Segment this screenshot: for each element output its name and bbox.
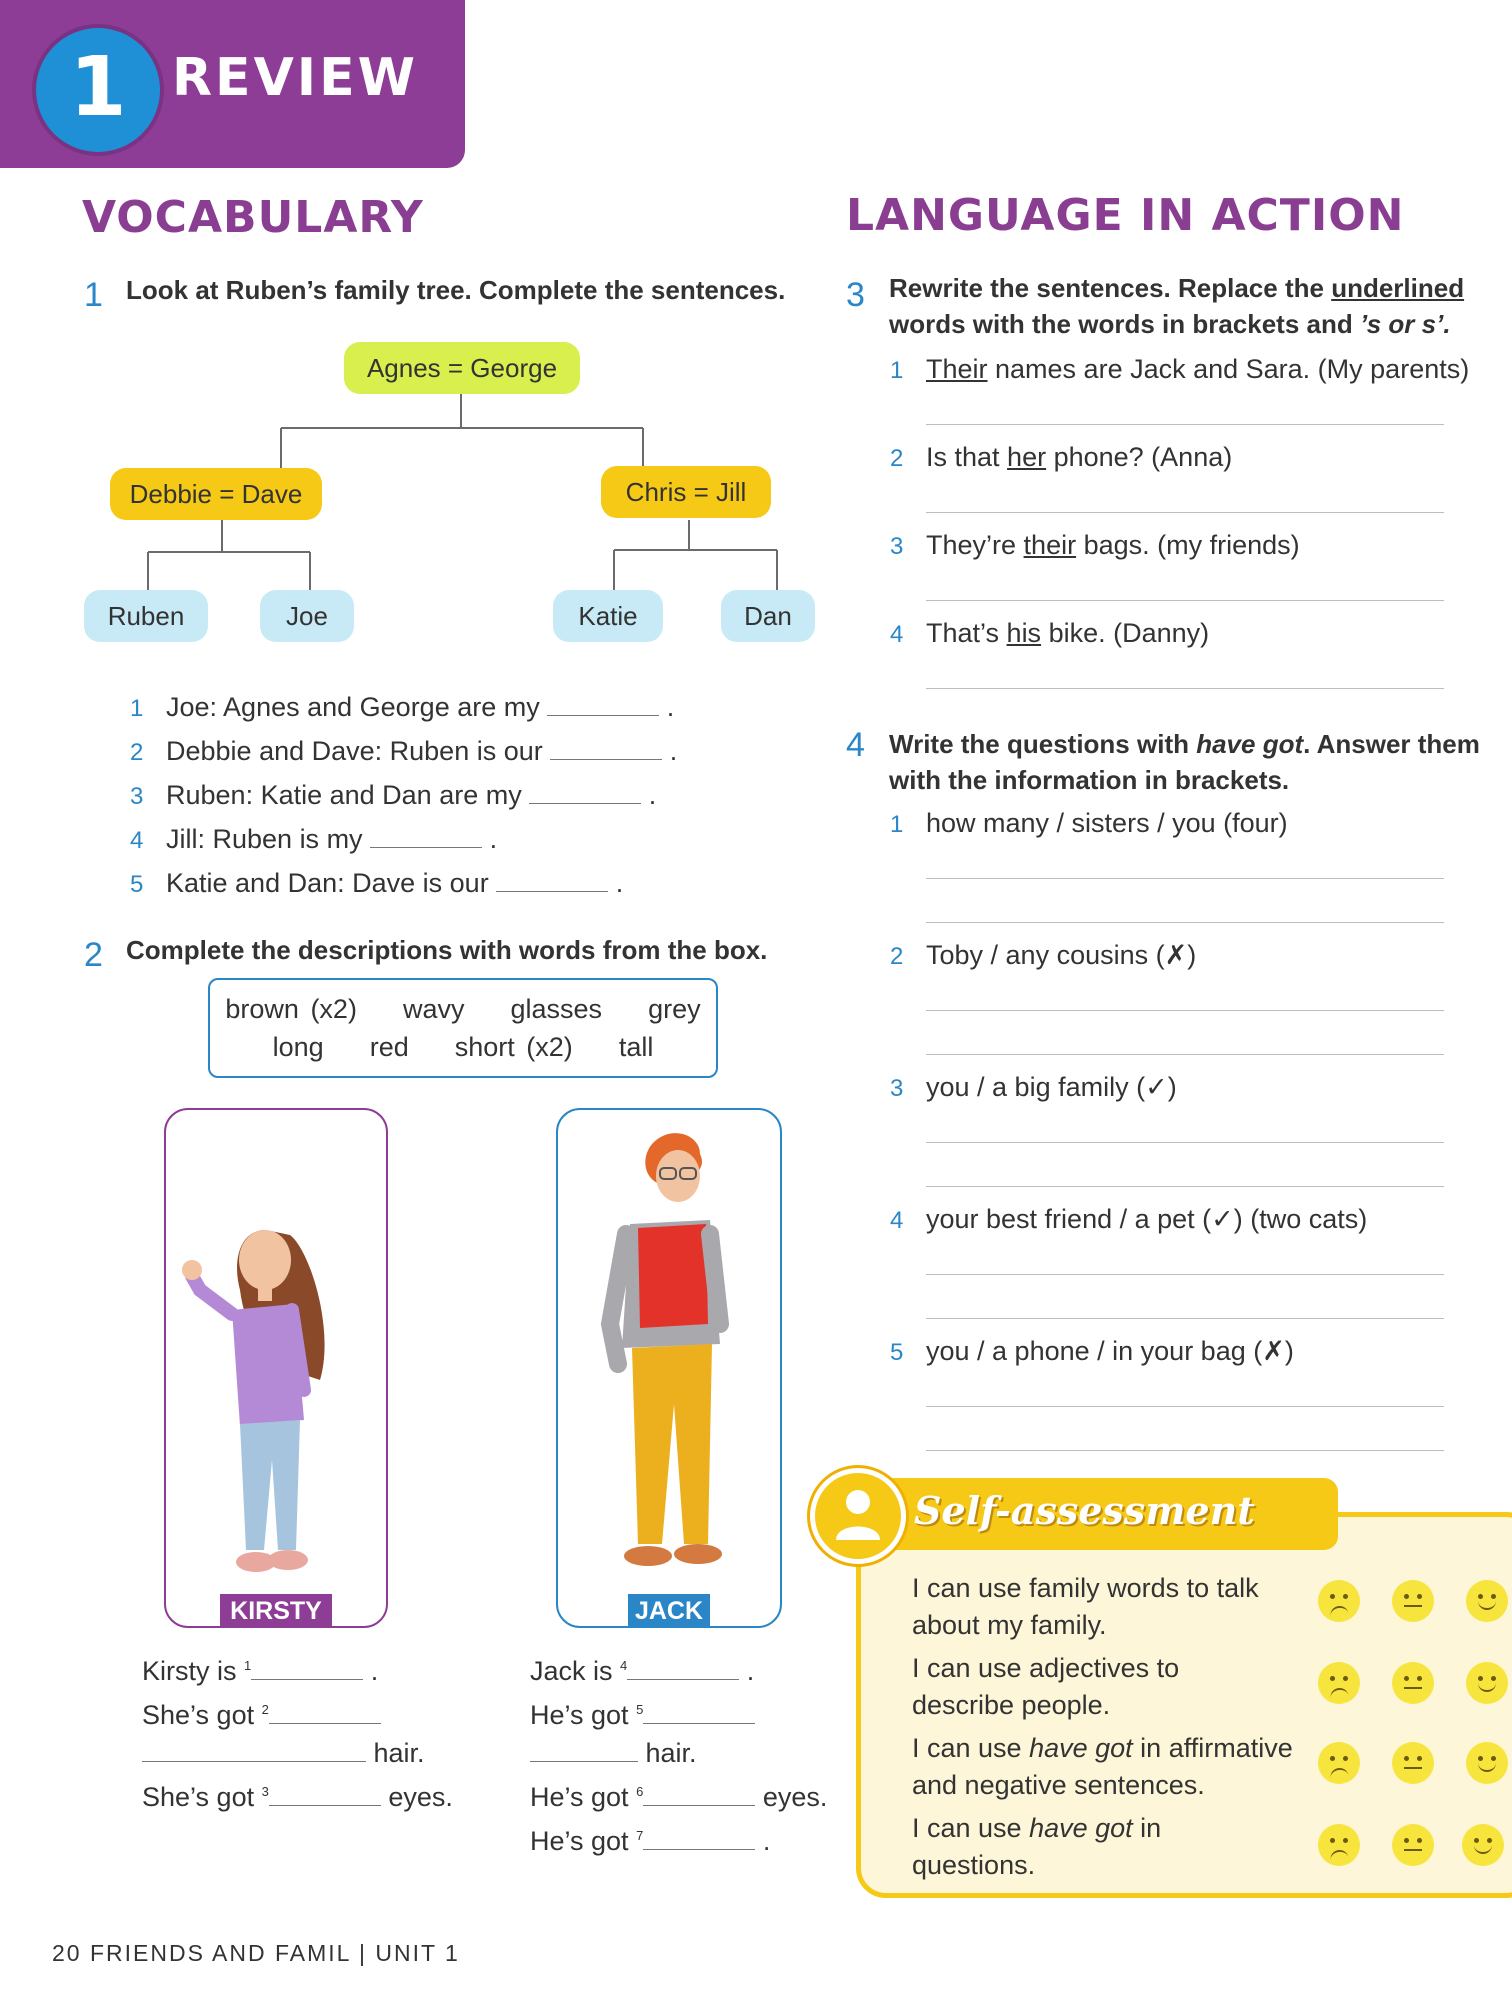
tree-grandparents: Agnes = George [344, 342, 580, 394]
tree-child-dan: Dan [721, 590, 815, 642]
kirsty-line-2: She’s got $^2$ [142, 1700, 381, 1731]
ex3-item: 3 They’re their bags. (my friends) [890, 530, 1300, 560]
answer-blank[interactable] [643, 1701, 755, 1724]
ex3-item: 1 Their names are Jack and Sara. (My parents) [890, 354, 1470, 384]
exercise-4-number: 4 [846, 726, 865, 764]
jack-name-tag: JACK [628, 1594, 710, 1628]
answer-blank[interactable] [529, 781, 641, 804]
jack-line-1: Jack is $^4$ . [530, 1656, 755, 1686]
exercise-2-number: 2 [84, 936, 103, 974]
answer-blank[interactable] [142, 1739, 366, 1762]
exercise-1-instruction: Look at Ruben’s family tree. Complete the sentences. [126, 275, 786, 305]
answer-line[interactable] [926, 1142, 1444, 1143]
answer-line[interactable] [926, 1274, 1444, 1275]
answer-blank[interactable] [547, 693, 659, 716]
ex1-item: 4 Jill: Ruben is my . [130, 824, 498, 854]
self-item: I can use adjectives to describe people. [912, 1653, 1180, 1720]
answer-blank[interactable] [627, 1657, 739, 1680]
answer-line[interactable] [926, 1054, 1444, 1055]
word-box-row-1: brown (x2) wavy glasses grey [225, 994, 701, 1024]
answer-blank[interactable] [530, 1739, 638, 1762]
tree-child-joe: Joe [260, 590, 354, 642]
ex4-item: 4 your best friend / a pet (✓) (two cats) [890, 1204, 1368, 1234]
ex1-item: 2 Debbie and Dave: Ruben is our . [130, 736, 678, 766]
tree-right-couple: Chris = Jill [601, 466, 771, 518]
word-box [208, 978, 718, 1078]
answer-line[interactable] [926, 424, 1444, 425]
ex1-item: 5 Katie and Dan: Dave is our . [130, 868, 624, 898]
neutral-face-icon[interactable] [1392, 1662, 1434, 1704]
neutral-face-icon[interactable] [1392, 1580, 1434, 1622]
ex1-item: 1 Joe: Agnes and George are my . [130, 692, 675, 722]
jack-line-3: He’s got $^6$ eyes. [530, 1782, 828, 1812]
ex4-item: 1 how many / sisters / you (four) [890, 808, 1288, 838]
ex3-item: 4 That’s his bike. (Danny) [890, 618, 1210, 648]
word-box-row-2: long red short (x2) tall [272, 1032, 654, 1062]
tree-child-ruben: Ruben [84, 590, 208, 642]
answer-blank[interactable] [370, 825, 482, 848]
answer-line[interactable] [926, 1010, 1444, 1011]
vocabulary-title: VOCABULARY [82, 192, 424, 243]
exercise-3-number: 3 [846, 276, 865, 314]
answer-blank[interactable] [269, 1701, 381, 1724]
exercise-1-number: 1 [84, 276, 103, 314]
ex4-item: 5 you / a phone / in your bag (✗) [890, 1336, 1294, 1366]
kirsty-line-1: Kirsty is $^1$ . [142, 1656, 379, 1686]
tree-left-couple: Debbie = Dave [110, 468, 322, 520]
tree-child-katie: Katie [553, 590, 663, 642]
answer-line[interactable] [926, 922, 1444, 923]
answer-line[interactable] [926, 1186, 1444, 1187]
answer-blank[interactable] [643, 1783, 755, 1806]
page-footer [52, 1940, 460, 1967]
self-item: I can use have got in questions. [912, 1813, 1162, 1880]
ex3-item: 2 Is that her phone? (Anna) [890, 442, 1233, 472]
answer-blank[interactable] [550, 737, 662, 760]
neutral-face-icon[interactable] [1392, 1824, 1434, 1866]
page-number: 20 [52, 1940, 82, 1966]
ex1-item: 3 Ruben: Katie and Dan are my . [130, 780, 657, 810]
exercise-2-instruction: Complete the descriptions with words from the box. [126, 935, 768, 965]
jack-line-4: He’s got $^7$ . [530, 1826, 771, 1856]
jack-illustration [560, 1124, 778, 1594]
sad-face-icon[interactable] [1318, 1580, 1360, 1622]
exercise-3-instruction: Rewrite the sentences. Replace the underlined words with the words in brackets and ’s or s’. [889, 273, 1465, 339]
language-in-action-title: LANGUAGE IN ACTION [846, 190, 1405, 241]
self-assessment-title: Self-assessment [914, 1488, 1255, 1533]
ex4-item: 3 you / a big family (✓) [890, 1072, 1177, 1102]
answer-line[interactable] [926, 512, 1444, 513]
answer-line[interactable] [926, 1406, 1444, 1407]
exercise-4-instruction: Write the questions with have got. Answer them with the information in brackets. [889, 729, 1480, 795]
happy-face-icon[interactable] [1462, 1824, 1504, 1866]
answer-line[interactable] [926, 878, 1444, 879]
happy-face-icon[interactable] [1466, 1662, 1508, 1704]
answer-line[interactable] [926, 1450, 1444, 1451]
jack-line-hair: hair. [530, 1738, 697, 1769]
kirsty-name-tag: KIRSTY [220, 1594, 332, 1628]
answer-blank[interactable] [643, 1827, 755, 1850]
happy-face-icon[interactable] [1466, 1742, 1508, 1784]
neutral-face-icon[interactable] [1392, 1742, 1434, 1784]
ex4-item: 2 Toby / any cousins (✗) [890, 940, 1197, 970]
self-item: I can use have got in affirmative and negative sentences. [912, 1733, 1293, 1800]
answer-line[interactable] [926, 600, 1444, 601]
kirsty-line-3: She’s got $^3$ eyes. [142, 1782, 453, 1812]
kirsty-illustration [170, 1190, 382, 1590]
answer-line[interactable] [926, 688, 1444, 689]
review-title: REVIEW [172, 48, 419, 108]
self-item: I can use family words to talk about my family. [912, 1573, 1259, 1640]
unit-number: 1 [69, 40, 127, 135]
sad-face-icon[interactable] [1318, 1742, 1360, 1784]
kirsty-line-hair: hair. [142, 1738, 425, 1769]
happy-face-icon[interactable] [1466, 1580, 1508, 1622]
answer-blank[interactable] [251, 1657, 363, 1680]
sad-face-icon[interactable] [1318, 1662, 1360, 1704]
answer-blank[interactable] [496, 869, 608, 892]
jack-line-2: He’s got $^5$ [530, 1700, 755, 1731]
person-icon-glyph [834, 1486, 882, 1542]
answer-line[interactable] [926, 1318, 1444, 1319]
answer-blank[interactable] [269, 1783, 381, 1806]
footer-text: FRIENDS AND FAMIL | UNIT 1 [89, 1940, 460, 1966]
sad-face-icon[interactable] [1318, 1824, 1360, 1866]
